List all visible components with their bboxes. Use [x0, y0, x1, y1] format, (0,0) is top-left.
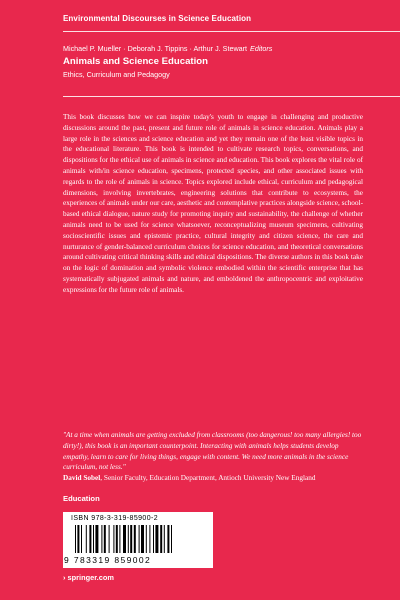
barcode-icon	[75, 525, 205, 553]
isbn-label: ISBN 978-3-319-85900-2	[71, 515, 159, 522]
barcode-bar	[81, 525, 82, 553]
barcode-bar	[77, 525, 79, 553]
divider-middle	[63, 96, 400, 97]
barcode-digits: 9 783319 859002	[64, 555, 152, 565]
editor-names: Michael P. Mueller · Deborah J. Tippins · Arthur J. Stewart	[63, 44, 248, 53]
barcode-bar	[104, 525, 106, 553]
barcode-bar	[146, 525, 147, 553]
barcode-bar	[134, 525, 136, 553]
barcode-bar	[160, 525, 162, 553]
barcode-bar	[149, 525, 150, 553]
website-link[interactable]: › springer.com	[63, 573, 114, 582]
barcode-bar	[128, 525, 129, 553]
barcode-bar	[116, 525, 118, 553]
barcode-bar	[141, 525, 144, 553]
barcode-bar	[139, 525, 140, 553]
barcode-bar	[171, 525, 172, 553]
endorsement	[63, 430, 363, 484]
barcode-bar	[93, 525, 94, 553]
barcode-bar	[130, 525, 132, 553]
barcode-panel	[63, 512, 213, 568]
barcode-bar	[119, 525, 120, 553]
barcode-bar	[113, 525, 114, 553]
editors-line	[63, 44, 272, 53]
barcode-bar	[89, 525, 91, 553]
barcode-bar	[123, 525, 126, 553]
barcode-bar	[153, 525, 154, 553]
series-title: Environmental Discourses in Science Education	[63, 14, 252, 23]
subject-category: Education	[63, 494, 100, 503]
divider-top	[63, 31, 400, 32]
barcode-bar	[164, 525, 165, 553]
editors-label: Editors	[250, 44, 273, 53]
endorsement-author: David Sobel	[63, 474, 101, 483]
barcode-bar	[101, 525, 102, 553]
barcode-bar	[167, 525, 169, 553]
barcode-bar	[75, 525, 76, 553]
book-subtitle: Ethics, Curriculum and Pedagogy	[63, 70, 170, 79]
barcode-bar	[155, 525, 158, 553]
book-title: Animals and Science Education	[63, 56, 209, 67]
book-description: This book discusses how we can inspire today's youth to engage in challenging and productive discussions around the past, present and future role of animals in science education. Animals play a large role in the sciences and science education and yet they remain one of the least visible topics in the educational literature. This book is intended to cultivate research topics, conversations, and dispositions for the ethical use of animals in science and education. This book explores the vital role of animals with/in science education, specimens, protected species, and other associated issues with regards to the role of animals in science. Topics explored include ethical, curriculum and pedagogical dimensions, involving invertebrates, engineering solutions that contribute to ecosystems, the experiences of animals under our care, aesthetic and contemplative practices alongside science, school-based ethical dialogue, nature study for promoting inquiry and sustainability, the challenge of whether animals need to be used for science whatsoever, reconceptualizing museum specimens, cultivating socioscientific issues and epistemic practice, cultural integrity and citizen science, the care and nurturance of gender-balanced curriculum choices for science education, and theoretical conversations around cultivating critical thinking skills and ethical dispositions. The diverse authors in this book take on the logic of domination and symbolic violence embodied within the scientific enterprise that has systematically subjugated animals and nature, and emboldened the anthropocentric and exploitative expressions for the future role of animals.	[63, 113, 363, 294]
barcode-bar	[86, 525, 87, 553]
endorsement-affiliation: , Senior Faculty, Education Department, Antioch University New England	[100, 474, 316, 483]
barcode-bar	[109, 525, 110, 553]
endorsement-quote: "At a time when animals are getting excluded from classrooms (too dangerous! too many allergies! too dirty!), this book is an important counterpoint. Interacting with animals helps students develop empathy, learn to care for living things, engage with content. We need more animals in the science curriculum, not less."	[63, 431, 362, 472]
barcode-bar	[95, 525, 98, 553]
